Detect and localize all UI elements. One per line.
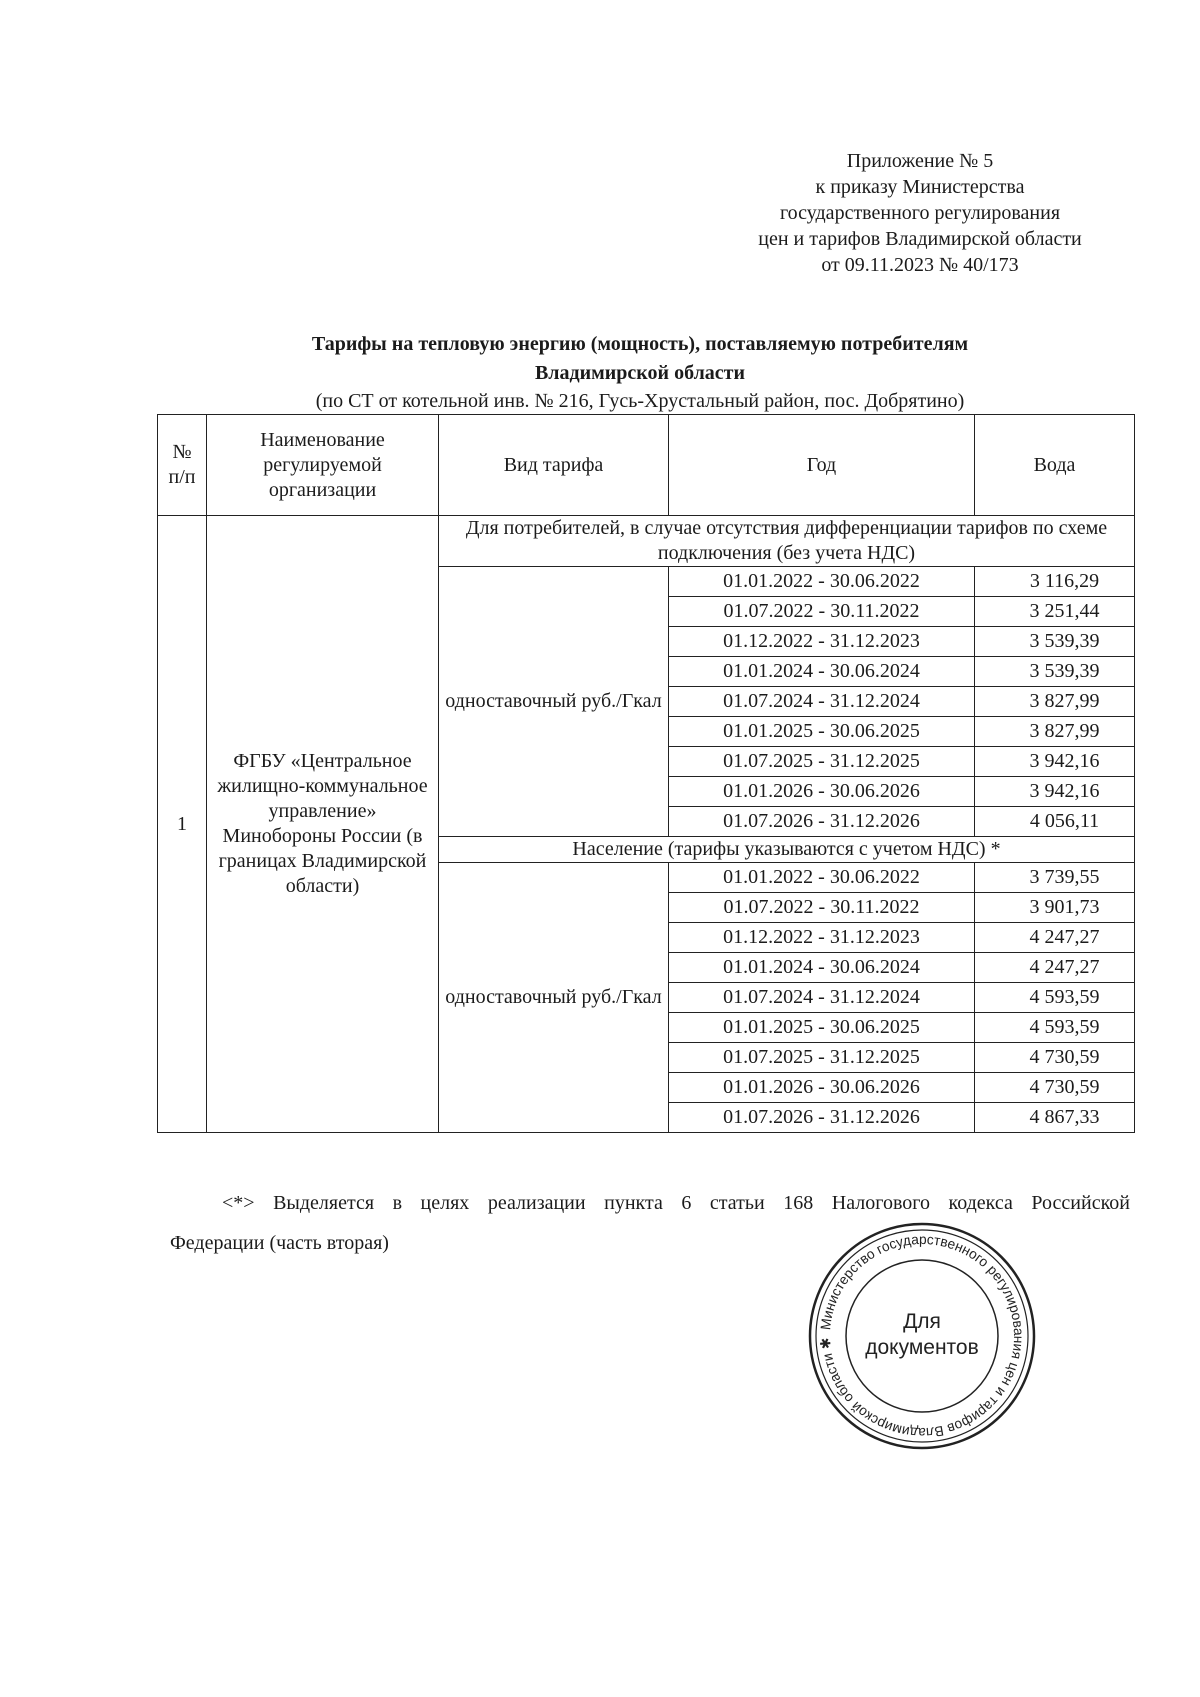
value-cell: 4 247,27 [975, 953, 1135, 983]
value-cell: 3 739,55 [975, 863, 1135, 893]
table-header-row [158, 415, 1135, 516]
tariff-type-cell: одноставочный руб./Гкал [439, 567, 669, 837]
value-cell: 4 867,33 [975, 1103, 1135, 1133]
footnote-line-2: Федерации (часть вторая) [170, 1232, 389, 1254]
period-cell: 01.01.2026 - 30.06.2026 [669, 1073, 975, 1103]
section-title: Население (тарифы указываются с учетом НДС) * [439, 837, 1135, 863]
appendix-line: цен и тарифов Владимирской области [758, 228, 1082, 250]
period-cell: 01.01.2026 - 30.06.2026 [669, 777, 975, 807]
document-subtitle: (по СТ от котельной инв. № 216, Гусь-Хрустальный район, пос. Добрятино) [315, 390, 965, 412]
header-year: Год [669, 415, 975, 516]
title-line-1: Тарифы на тепловую энергию (мощность), поставляемую потребителям [311, 333, 969, 355]
value-cell: 4 593,59 [975, 983, 1135, 1013]
stamp-center-line-1: Для [903, 1310, 941, 1333]
appendix-line: от 09.11.2023 № 40/173 [821, 254, 1019, 276]
value-cell: 3 827,99 [975, 717, 1135, 747]
period-cell: 01.07.2022 - 30.11.2022 [669, 893, 975, 923]
tariff-table [157, 414, 1135, 1133]
period-cell: 01.01.2024 - 30.06.2024 [669, 657, 975, 687]
value-cell: 4 730,59 [975, 1043, 1135, 1073]
period-cell: 01.12.2022 - 31.12.2023 [669, 627, 975, 657]
appendix-line: к приказу Министерства [815, 176, 1025, 198]
value-cell: 3 827,99 [975, 687, 1135, 717]
row-number-cell: 1 [158, 516, 207, 1133]
header-number: № п/п [158, 415, 207, 516]
footnote-line-1: <*> Выделяется в целях реализации пункта 6 статьи 168 Налогового кодекса Российской [222, 1192, 1130, 1214]
header-tariff-type: Вид тарифа [439, 415, 669, 516]
period-cell: 01.07.2026 - 31.12.2026 [669, 807, 975, 837]
section-title: Для потребителей, в случае отсутствия дифференциации тарифов по схеме подключения (без учета НДС) [439, 516, 1135, 567]
document-title [150, 330, 1130, 388]
period-cell: 01.07.2024 - 31.12.2024 [669, 983, 975, 1013]
period-cell: 01.07.2024 - 31.12.2024 [669, 687, 975, 717]
stamp-center-line-2: документов [865, 1336, 979, 1359]
period-cell: 01.07.2025 - 31.12.2025 [669, 1043, 975, 1073]
value-cell: 3 942,16 [975, 747, 1135, 777]
period-cell: 01.12.2022 - 31.12.2023 [669, 923, 975, 953]
stamp-ring-textpath: Министерство государственного регулирования цен и тарифов Владимирской области ✱ [816, 1230, 1028, 1442]
header-organization: Наименование регулируемой организации [207, 415, 439, 516]
appendix-header [700, 148, 1140, 278]
tariff-type-cell: одноставочный руб./Гкал [439, 863, 669, 1133]
value-cell: 4 730,59 [975, 1073, 1135, 1103]
title-line-2: Владимирской области [534, 362, 746, 384]
stamp-seal [806, 1220, 1038, 1452]
value-cell: 4 593,59 [975, 1013, 1135, 1043]
value-cell: 3 539,39 [975, 657, 1135, 687]
value-cell: 3 901,73 [975, 893, 1135, 923]
period-cell: 01.01.2022 - 30.06.2022 [669, 567, 975, 597]
period-cell: 01.01.2024 - 30.06.2024 [669, 953, 975, 983]
period-cell: 01.01.2025 - 30.06.2025 [669, 717, 975, 747]
period-cell: 01.01.2025 - 30.06.2025 [669, 1013, 975, 1043]
value-cell: 3 942,16 [975, 777, 1135, 807]
header-water: Вода [975, 415, 1135, 516]
period-cell: 01.01.2022 - 30.06.2022 [669, 863, 975, 893]
value-cell: 3 116,29 [975, 567, 1135, 597]
value-cell: 4 056,11 [975, 807, 1135, 837]
value-cell: 3 251,44 [975, 597, 1135, 627]
period-cell: 01.07.2025 - 31.12.2025 [669, 747, 975, 777]
appendix-line: государственного регулирования [779, 202, 1061, 224]
period-cell: 01.07.2026 - 31.12.2026 [669, 1103, 975, 1133]
value-cell: 3 539,39 [975, 627, 1135, 657]
value-cell: 4 247,27 [975, 923, 1135, 953]
section-title-row [158, 516, 1135, 567]
period-cell: 01.07.2022 - 30.11.2022 [669, 597, 975, 627]
organization-cell: ФГБУ «Центральное жилищно-коммунальное управление» Минобороны России (в границах Владимирской области) [207, 516, 439, 1133]
appendix-line: Приложение № 5 [846, 150, 994, 172]
table-body [158, 516, 1135, 1133]
